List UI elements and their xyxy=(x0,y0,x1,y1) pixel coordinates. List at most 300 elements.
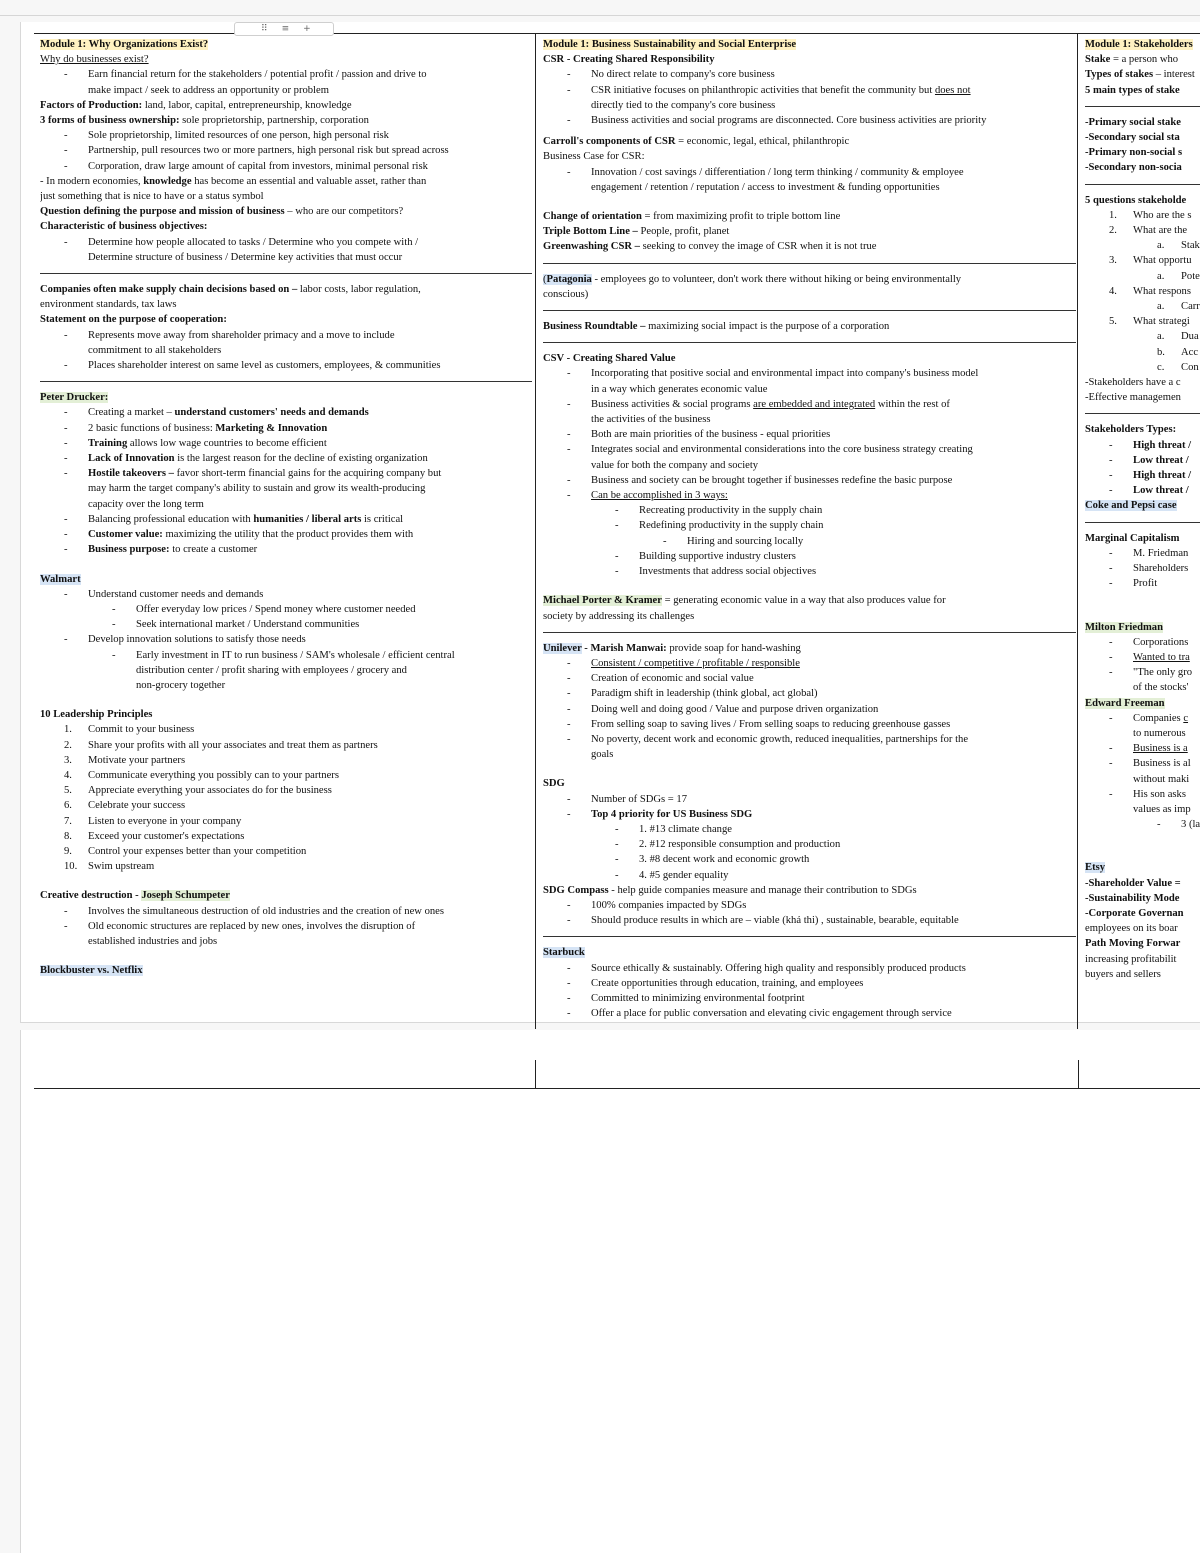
text-run: – interest xyxy=(1153,69,1195,81)
text-run: directly tied to the company's core business xyxy=(591,99,776,111)
section-heading xyxy=(40,390,532,405)
text-line xyxy=(543,134,1076,149)
list-marker: - xyxy=(64,588,68,600)
text-line xyxy=(1085,620,1200,635)
text-run: Recreating productivity in the supply chain xyxy=(639,505,823,517)
list-item xyxy=(1085,223,1200,238)
document-page-2 xyxy=(20,1030,1200,1553)
section-divider xyxy=(1085,106,1200,107)
text-run: provide soap for hand-washing xyxy=(666,642,801,654)
text-run: "The only gro xyxy=(1133,667,1193,679)
text-run: maximizing social impact is the purpose of a corporation xyxy=(645,321,890,333)
text-run: Milton Friedman xyxy=(1085,621,1163,633)
text-run: - xyxy=(581,642,591,654)
list-item xyxy=(1085,453,1200,468)
list-item xyxy=(543,113,1076,128)
list-item xyxy=(40,128,532,143)
text-run: - In modern economies, xyxy=(40,175,144,187)
text-run: Stakeholders Types: xyxy=(1085,424,1177,436)
list-marker: - xyxy=(64,407,68,419)
text-run: seeking to convey the image of CSR when it is not true xyxy=(639,241,877,253)
list-marker: - xyxy=(567,673,571,685)
sub-list-item xyxy=(543,549,1076,564)
text-run: Carroll's components of CSR xyxy=(543,136,676,148)
spacer xyxy=(543,579,1076,593)
text-run: Involves the simultaneous destruction of old industries and the creation of new ones xyxy=(88,905,444,917)
sub-list-item xyxy=(40,678,532,693)
list-item xyxy=(543,427,1076,442)
text-run: Factors of Production: xyxy=(40,99,143,111)
list-item xyxy=(543,913,1076,928)
text-line xyxy=(1085,952,1200,967)
text-run: Develop innovation solutions to satisfy those needs xyxy=(88,634,306,646)
list-marker: 6. xyxy=(64,800,72,812)
list-marker: 3. xyxy=(1109,255,1117,267)
text-run: Business activities and social programs are disconnected. Core business activities are priority xyxy=(591,115,987,127)
list-item xyxy=(543,686,1076,701)
section-divider xyxy=(543,263,1076,264)
text-run: High threat / xyxy=(1133,439,1192,451)
list-marker: 1. xyxy=(64,724,72,736)
list-marker: - xyxy=(615,520,619,532)
list-marker: - xyxy=(64,453,68,465)
text-run: without maki xyxy=(1133,773,1190,785)
text-run: environment standards, tax laws xyxy=(40,299,177,311)
column-why-organizations-exist xyxy=(40,37,532,978)
list-marker: - xyxy=(567,977,571,989)
text-run: Acc xyxy=(1181,346,1199,358)
text-run: capacity over the long term xyxy=(88,498,204,510)
text-run: Celebrate your success xyxy=(88,800,186,812)
section-divider xyxy=(1085,522,1200,523)
text-run: -Corporate Governan xyxy=(1085,907,1184,919)
list-item xyxy=(40,481,532,496)
list-marker: - xyxy=(615,869,619,881)
text-line xyxy=(40,312,532,327)
list-marker: 10. xyxy=(64,861,78,873)
text-run: Types of stakes xyxy=(1085,69,1154,81)
list-marker: - xyxy=(1109,743,1113,755)
list-item xyxy=(40,250,532,265)
text-run: Corporations xyxy=(1133,636,1189,648)
text-run: 3. #8 decent work and economic growth xyxy=(639,854,810,866)
list-marker: - xyxy=(567,915,571,927)
list-item xyxy=(543,83,1076,98)
text-line xyxy=(1085,130,1200,145)
text-run: Joseph Schumpeter xyxy=(141,890,230,902)
list-item xyxy=(1085,665,1200,680)
text-run: Wanted to tra xyxy=(1133,651,1190,663)
text-line xyxy=(543,224,1076,239)
sub-list-item xyxy=(543,822,1076,837)
text-run: From selling soap to saving lives / From selling soaps to reducing greenhouse gasses xyxy=(591,718,951,730)
text-run: 100% companies impacted by SDGs xyxy=(591,899,747,911)
section-divider xyxy=(543,936,1076,937)
sub-list-item xyxy=(543,837,1076,852)
text-run: Path Moving Forwar xyxy=(1085,938,1181,950)
list-item xyxy=(543,488,1076,503)
text-run: Michael Porter & Kramer xyxy=(543,595,662,607)
text-run: Coke and Pepsi case xyxy=(1085,500,1177,512)
list-marker: - xyxy=(567,84,571,96)
text-run: may harm the target company's ability to sustain and grow its wealth-producing xyxy=(88,483,426,495)
column-menu-icon[interactable]: ≡ xyxy=(281,24,290,34)
list-marker: - xyxy=(1109,485,1113,497)
text-line xyxy=(1085,921,1200,936)
list-marker: - xyxy=(64,437,68,449)
list-marker: - xyxy=(1109,439,1113,451)
list-item xyxy=(543,961,1076,976)
text-run: conscious) xyxy=(543,288,589,300)
text-line xyxy=(543,319,1076,334)
section-heading xyxy=(40,888,532,903)
drag-handle-icon[interactable]: ⠿ xyxy=(261,24,268,34)
text-run: Source ethically & sustainably. Offering high quality and responsibly produced products xyxy=(591,962,966,974)
table-toolbar[interactable] xyxy=(234,22,334,36)
list-item xyxy=(1085,468,1200,483)
list-item xyxy=(40,829,532,844)
text-run: -Stakeholders have a c xyxy=(1085,377,1181,389)
list-marker: - xyxy=(1157,819,1161,831)
list-item xyxy=(543,366,1076,381)
list-item xyxy=(40,632,532,647)
list-marker: b. xyxy=(1157,346,1165,358)
list-marker: - xyxy=(567,992,571,1004)
text-run: = economic, legal, ethical, philanthropic xyxy=(675,136,850,148)
list-marker: - xyxy=(1109,470,1113,482)
text-run: in a way which generates economic value xyxy=(591,383,768,395)
list-marker: 7. xyxy=(64,815,72,827)
text-run: Appreciate everything your associates do for the business xyxy=(88,785,332,797)
sub-list-item xyxy=(1085,269,1200,284)
text-run: is critical xyxy=(361,513,404,525)
section-divider xyxy=(543,342,1076,343)
text-line xyxy=(543,209,1076,224)
list-item xyxy=(1085,650,1200,665)
text-run: Early investment in IT to run business / SAM's wholesale / efficient central xyxy=(136,649,455,661)
text-run: Con xyxy=(1181,361,1199,373)
text-run: Triple Bottom Line – xyxy=(543,226,641,238)
list-marker: - xyxy=(112,649,116,661)
list-item xyxy=(40,919,532,934)
text-run: Companies xyxy=(1133,712,1184,724)
list-marker: - xyxy=(567,166,571,178)
page2-column-divider-2 xyxy=(1078,1060,1079,1089)
list-item xyxy=(1085,561,1200,576)
list-marker: - xyxy=(567,793,571,805)
list-item xyxy=(1085,576,1200,591)
list-item xyxy=(543,98,1076,113)
text-run: What are the xyxy=(1133,225,1188,237)
text-run: Listen to everyone in your company xyxy=(88,815,242,827)
text-run: labor costs, labor regulation, xyxy=(297,284,421,296)
list-item xyxy=(40,405,532,420)
text-run: Can be accomplished in 3 ways: xyxy=(591,490,728,502)
list-marker: 5. xyxy=(64,785,72,797)
list-marker: - xyxy=(567,808,571,820)
text-line xyxy=(40,204,532,219)
text-run: Earn financial return for the stakeholders / potential profit / passion and drive to xyxy=(88,69,427,81)
text-run: value for both the company and society xyxy=(591,459,759,471)
list-marker: 8. xyxy=(64,830,72,842)
list-item xyxy=(543,671,1076,686)
add-column-icon[interactable]: + xyxy=(303,24,311,34)
sub-list-item xyxy=(543,518,1076,533)
text-line xyxy=(543,945,1076,960)
list-marker: - xyxy=(567,474,571,486)
list-item xyxy=(543,458,1076,473)
text-run: Marketing & Innovation xyxy=(215,422,328,434)
list-marker: - xyxy=(64,145,68,157)
list-marker: - xyxy=(64,634,68,646)
text-run: Marish Manwai: xyxy=(590,642,667,654)
text-run: Swim upstream xyxy=(88,861,155,873)
text-run: Building supportive industry clusters xyxy=(639,550,796,562)
text-line xyxy=(40,52,532,67)
spacer xyxy=(1085,846,1200,860)
list-marker: - xyxy=(567,657,571,669)
text-run: -Shareholder Value = xyxy=(1085,877,1181,889)
list-item xyxy=(40,497,532,512)
list-marker: - xyxy=(615,823,619,835)
text-line xyxy=(40,297,532,312)
text-run: M. Friedman xyxy=(1133,547,1189,559)
text-run: c xyxy=(1183,712,1189,724)
list-marker: - xyxy=(567,718,571,730)
list-marker: - xyxy=(64,130,68,142)
list-marker: - xyxy=(567,368,571,380)
sub-sub-list-item xyxy=(543,534,1076,549)
list-item xyxy=(543,1006,1076,1021)
text-run: 5 main types of stake xyxy=(1085,84,1180,96)
text-run: Patagonia xyxy=(546,273,592,285)
text-run: Offer everyday low prices / Spend money where customer needed xyxy=(136,603,416,615)
text-line xyxy=(1085,193,1200,208)
text-line xyxy=(40,174,532,189)
list-item xyxy=(543,67,1076,82)
text-line xyxy=(1085,83,1200,98)
text-run: Represents move away from shareholder primacy and a move to include xyxy=(88,329,395,341)
text-run: non-grocery together xyxy=(136,679,226,691)
text-run: Stake xyxy=(1085,54,1111,66)
text-run: distribution center / profit sharing with employees / grocery and xyxy=(136,664,407,676)
spacer xyxy=(1085,832,1200,846)
text-run: Creative destruction - xyxy=(40,890,142,902)
list-item xyxy=(543,165,1076,180)
text-run: -Secondary non-socia xyxy=(1085,162,1182,174)
text-run: Who are the s xyxy=(1133,209,1192,221)
text-run: Customer value: xyxy=(88,529,163,541)
text-run: Innovation / cost savings / differentiation / long term thinking / community & employee xyxy=(591,166,964,178)
list-item xyxy=(1085,680,1200,695)
text-line xyxy=(1085,876,1200,891)
text-run: Top 4 priority for US Business SDG xyxy=(591,808,753,820)
list-item xyxy=(543,717,1076,732)
list-item xyxy=(543,898,1076,913)
list-item xyxy=(40,67,532,82)
list-item xyxy=(543,412,1076,427)
section-heading xyxy=(543,37,1076,52)
spacer xyxy=(1085,606,1200,620)
text-run: -Sustainability Mode xyxy=(1085,892,1180,904)
text-run: -Effective managemen xyxy=(1085,392,1181,404)
list-marker: - xyxy=(64,360,68,372)
sub-list-item xyxy=(1085,360,1200,375)
text-line xyxy=(543,239,1076,254)
text-line xyxy=(40,219,532,234)
text-run: society by addressing its challenges xyxy=(543,610,695,622)
text-run: Investments that address social objectives xyxy=(639,566,817,578)
text-run: understand customers' needs and demands xyxy=(174,407,369,419)
text-run: 10 Leadership Principles xyxy=(40,709,153,721)
text-line xyxy=(543,641,1076,656)
list-item xyxy=(40,512,532,527)
text-run: humanities / liberal arts xyxy=(253,513,362,525)
list-item xyxy=(543,702,1076,717)
list-item xyxy=(40,753,532,768)
text-run: What strategi xyxy=(1133,316,1190,328)
list-marker: - xyxy=(567,703,571,715)
text-line xyxy=(543,883,1076,898)
list-item xyxy=(40,343,532,358)
text-run: Incorporating that positive social and environmental impact into company's business model xyxy=(591,368,979,380)
list-item xyxy=(1085,314,1200,329)
text-run: Statement on the purpose of cooperation: xyxy=(40,314,227,326)
list-marker: - xyxy=(1109,563,1113,575)
list-item xyxy=(40,328,532,343)
section-heading xyxy=(1085,37,1200,52)
text-line xyxy=(1085,52,1200,67)
section-heading xyxy=(40,707,532,722)
text-line xyxy=(40,189,532,204)
sub-list-item xyxy=(40,617,532,632)
list-item xyxy=(1085,802,1200,817)
sub-list-item xyxy=(1085,238,1200,253)
text-run: = a person who xyxy=(1110,54,1179,66)
section-divider xyxy=(543,632,1076,633)
list-item xyxy=(40,738,532,753)
text-line xyxy=(40,282,532,297)
text-run: Control your expenses better than your competition xyxy=(88,845,307,857)
list-item xyxy=(1085,208,1200,223)
text-run: 5 questions stakeholde xyxy=(1085,194,1187,206)
text-run: established industries and jobs xyxy=(88,935,218,947)
text-run: Should produce results in which are – viable (khả thi) , sustainable, bearable, equitable xyxy=(591,915,959,927)
text-line xyxy=(543,609,1076,624)
list-item xyxy=(1085,546,1200,561)
list-marker: - xyxy=(1109,454,1113,466)
text-run: Profit xyxy=(1133,578,1158,590)
list-item xyxy=(40,542,532,557)
text-run: Greenwashing CSR – xyxy=(543,241,640,253)
text-run: Creation of economic and social value xyxy=(591,673,754,685)
text-run: Corporation, draw large amount of capital from investors, minimal personal risk xyxy=(88,160,428,172)
list-marker: - xyxy=(64,422,68,434)
text-run: values as imp xyxy=(1133,803,1191,815)
section-heading xyxy=(40,37,532,52)
text-run: of the stocks' xyxy=(1133,682,1189,694)
text-run: Business and society can be brought together if businesses redefine the basic purpose xyxy=(591,474,953,486)
list-marker: 3. xyxy=(64,754,72,766)
list-marker: - xyxy=(64,544,68,556)
list-marker: - xyxy=(615,566,619,578)
section-heading xyxy=(40,572,532,587)
sub-list-item xyxy=(1085,329,1200,344)
text-run: Consistent / competitive / profitable / responsible xyxy=(591,657,800,669)
list-item xyxy=(40,934,532,949)
text-line xyxy=(1085,967,1200,982)
list-marker: - xyxy=(64,160,68,172)
text-run: Seek international market / Understand communities xyxy=(136,619,360,631)
text-run: Low threat / xyxy=(1133,485,1189,497)
text-run: = generating economic value in a way that also produces value for xyxy=(661,595,946,607)
list-item xyxy=(1085,772,1200,787)
text-run: increasing profitabilit xyxy=(1085,953,1177,965)
text-run: Module 1: Why Organizations Exist? xyxy=(40,39,209,50)
text-run: Carr xyxy=(1181,301,1200,313)
section-divider xyxy=(1085,184,1200,185)
list-marker: 2. xyxy=(1109,225,1117,237)
list-marker: 4. xyxy=(64,769,72,781)
text-line xyxy=(543,593,1076,608)
text-line xyxy=(1085,696,1200,711)
list-marker: a. xyxy=(1157,240,1165,252)
list-item xyxy=(40,436,532,451)
list-item xyxy=(1085,711,1200,726)
text-run: Low threat / xyxy=(1133,454,1189,466)
text-run: just something that is nice to have or a status symbol xyxy=(40,191,264,203)
text-run: Business activities & social programs xyxy=(591,398,754,410)
list-marker: 4. xyxy=(1109,285,1117,297)
text-run: is the largest reason for the decline of existing organization xyxy=(174,453,428,465)
text-line xyxy=(1085,498,1200,513)
text-run: has become an essential and valuable asset, rather than xyxy=(191,175,427,187)
text-run: Communicate everything you possibly can to your partners xyxy=(88,769,339,781)
text-run: Companies often make supply chain decisions based on – xyxy=(40,284,298,296)
text-run: 2. #12 responsible consumption and production xyxy=(639,839,841,851)
sub-list-item xyxy=(543,503,1076,518)
text-run: Starbuck xyxy=(543,947,585,959)
list-marker: - xyxy=(64,329,68,341)
text-run: Sole proprietorship, limited resources of one person, high personal risk xyxy=(88,130,389,142)
list-item xyxy=(1085,483,1200,498)
text-run: - employees go to volunteer, don't work there without hiking or being environmentally xyxy=(591,273,962,285)
column-business-sustainability xyxy=(543,37,1076,1021)
list-marker: - xyxy=(567,962,571,974)
text-run: knowledge xyxy=(143,175,192,187)
list-item xyxy=(1085,438,1200,453)
text-run: Create opportunities through education, training, and employees xyxy=(591,977,864,989)
section-divider xyxy=(40,273,532,274)
list-marker: - xyxy=(1109,651,1113,663)
list-marker: - xyxy=(64,905,68,917)
text-run: Offer a place for public conversation and elevating civic engagement through service xyxy=(591,1008,952,1020)
text-run: Business Case for CSR: xyxy=(543,151,645,163)
text-run: Dua xyxy=(1181,331,1199,343)
list-marker: 2. xyxy=(64,739,72,751)
text-run: favor short-term financial gains for the acquiring company but xyxy=(173,468,442,480)
text-run: Integrates social and environmental considerations into the core business strategy creating xyxy=(591,444,973,456)
list-marker: 5. xyxy=(1109,316,1117,328)
list-marker: - xyxy=(1109,758,1113,770)
text-run: land, labor, capital, entrepreneurship, knowledge xyxy=(142,99,352,111)
list-item xyxy=(40,466,532,481)
list-item xyxy=(40,768,532,783)
list-item xyxy=(40,83,532,98)
list-marker: - xyxy=(567,115,571,127)
text-run: Question defining the purpose and mission of business xyxy=(40,206,285,218)
text-run: engagement / retention / reputation / access to investment & funding opportunities xyxy=(591,181,940,193)
